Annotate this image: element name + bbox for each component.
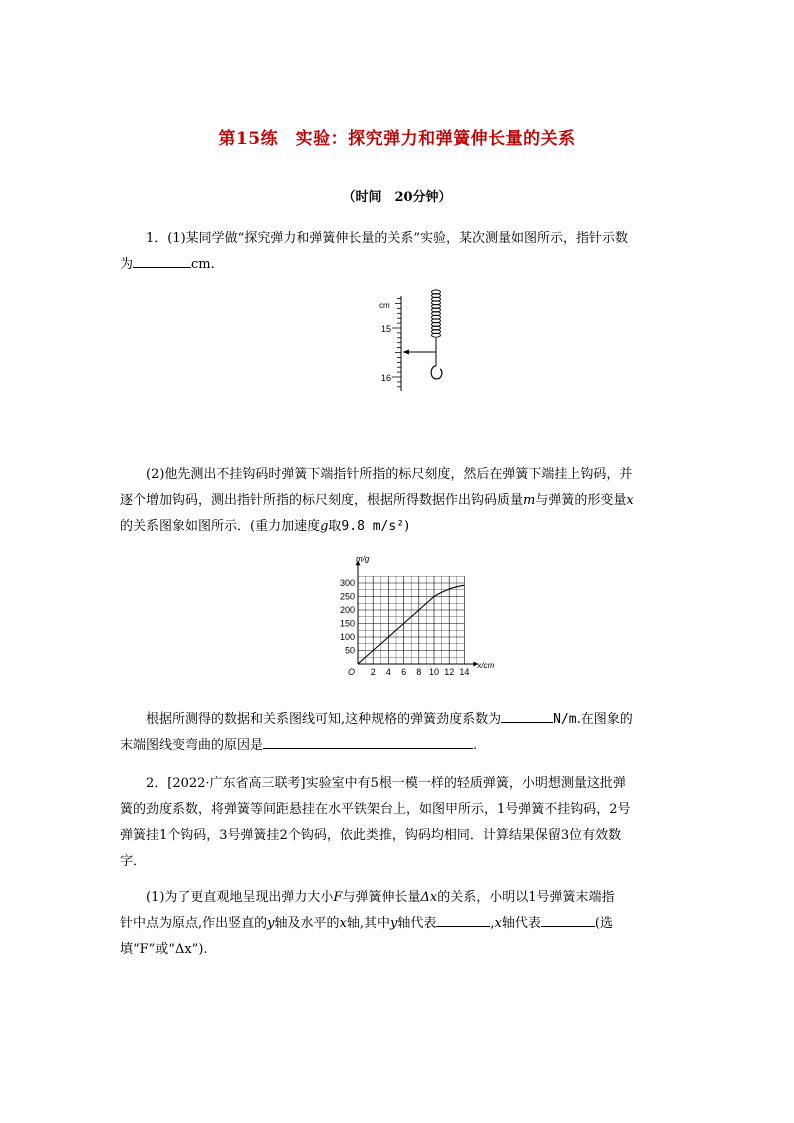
q2-line2: 簧的劲度系数，将弹簧等间距悬挂在水平铁架台上，如图甲所示，1号弹簧不挂钩码，2号 (120, 802, 631, 817)
var-x-axis-2: x (494, 916, 502, 931)
chart-y-label: m/g (356, 554, 370, 564)
q1-part1-line1: 1．(1)某同学做“探究弹力和弹簧伸长量的关系”实验，某次测量如图所示，指针示数 (146, 231, 628, 246)
q2-part1-line2 (120, 911, 680, 937)
q2-line3: 弹簧挂1个钩码，3号弹簧挂2个钩码，依此类推，钩码均相同．计算结果保留3位有效数 (120, 828, 622, 843)
q1-part1-prefix: 为 (120, 257, 134, 272)
var-y-axis-2: y (390, 916, 398, 931)
x-axis-blank[interactable] (541, 912, 595, 927)
x-tick-label: 8 (416, 667, 422, 677)
q2-p1-text-b: 与弹簧伸长量 (342, 890, 421, 905)
y-tick-label: 250 (339, 591, 355, 602)
q1-part2-text-c: 的关系图象如图所示．(重力加速度 (120, 519, 321, 534)
y-tick-label: 50 (344, 645, 355, 656)
q1-part2-line2 (120, 488, 680, 514)
q1-part2-text-d: 取 (328, 519, 342, 534)
chart-x-label: x/cm (477, 661, 495, 670)
ruler-unit-label: cm (379, 301, 390, 310)
var-delta-x: Δx (420, 890, 438, 905)
g-value: 9.8 m/s² (341, 519, 405, 534)
q2-p1-text-a: (1)为了更直观地呈现出弹力大小 (146, 890, 334, 905)
page-title: 第15练 实验：探究弹力和弹簧伸长量的关系 (218, 129, 576, 149)
q1-part2-text-b: 与弹簧的形变量 (535, 493, 627, 508)
x-tick-label: 2 (370, 667, 376, 677)
var-y-axis: y (267, 916, 275, 931)
q2-p1-text-i: 轴代表 (501, 916, 541, 931)
q1-answer-blank[interactable] (133, 253, 191, 268)
q2-p1-text-g: 轴代表 (397, 916, 437, 931)
q2-p1-text-f: 轴,其中 (346, 916, 390, 931)
chart-y-tick-labels (340, 578, 355, 656)
mass-extension-chart (320, 550, 495, 685)
q2-p1-text-e: 轴及水平的 (274, 916, 340, 931)
q1-answer-text-a: 根据所测得的数据和关系图线可知,这种规格的弹簧劲度系数为 (146, 712, 502, 727)
var-x-axis: x (339, 916, 347, 931)
q1-answer-line2 (120, 733, 680, 759)
q1-answer-text-b: .在图象的 (576, 712, 633, 727)
q1-part2-line1: (2)他先测出不挂钩码时弹簧下端指针所指的标尺刻度，然后在弹簧下端挂上钩码，并 (146, 467, 633, 482)
q1-part1-line2 (120, 252, 680, 278)
ruler-spring-figure (370, 286, 460, 396)
spring-coils (432, 290, 441, 337)
x-tick-label: 4 (385, 667, 391, 677)
chart-x-tick-labels (371, 667, 470, 677)
ruler-label-15: 15 (381, 324, 392, 334)
y-tick-label: 200 (339, 605, 355, 615)
stiffness-blank[interactable] (501, 708, 553, 723)
y-tick-label: 300 (339, 578, 355, 588)
chart-origin-label: O (348, 667, 356, 677)
q2-part1-line1 (120, 885, 680, 911)
y-tick-label: 100 (339, 632, 355, 642)
q2-p1-text-c: 的关系，小明以1号弹簧末端指 (437, 890, 615, 905)
y-axis-blank[interactable] (436, 912, 490, 927)
q1-answer-line1 (120, 707, 680, 733)
q1-part2-text-e: ) (404, 519, 410, 534)
q1-part1-suffix: cm. (191, 257, 215, 272)
hook-icon (431, 366, 442, 379)
q1-part2-line3 (120, 514, 680, 540)
y-tick-label: 150 (339, 618, 355, 629)
q2-p1-text-j: (选 (594, 916, 613, 931)
x-tick-label: 10 (428, 667, 440, 677)
q2-part1-line3: 填“F”或“Δx”). (120, 942, 208, 957)
q2-line1: 2．[2022·广东省高三联考]实验室中有5根一模一样的轻质弹簧，小明想测量这批弹 (146, 776, 626, 791)
pointer-arrow-icon (403, 350, 409, 355)
page-subtitle: （时间 20分钟） (342, 190, 452, 205)
ruler-label-16: 16 (381, 373, 392, 383)
var-x: x (626, 493, 634, 508)
x-tick-label: 6 (401, 667, 407, 677)
q1-part2-text-a: 逐个增加钩码，测出指针所指的标尺刻度，根据所得数据作出钩码质量 (120, 493, 524, 508)
reason-blank[interactable] (263, 734, 473, 749)
x-tick-label: 12 (444, 667, 455, 677)
var-F: F (333, 890, 343, 905)
ruler-ticks (392, 299, 401, 387)
unit-n-per-m: N/m (553, 712, 577, 727)
x-tick-label: 14 (459, 667, 470, 677)
q2-line4: 字． (120, 854, 147, 869)
var-g: g (320, 519, 329, 534)
q1-answer-text-d: . (473, 738, 478, 753)
q1-answer-text-c: 末端图线变弯曲的原因是 (120, 738, 264, 753)
q2-p1-text-d: 针中点为原点,作出竖直的 (120, 916, 268, 931)
q2-p1-text-h: , (490, 916, 495, 931)
var-m: m (523, 493, 536, 508)
